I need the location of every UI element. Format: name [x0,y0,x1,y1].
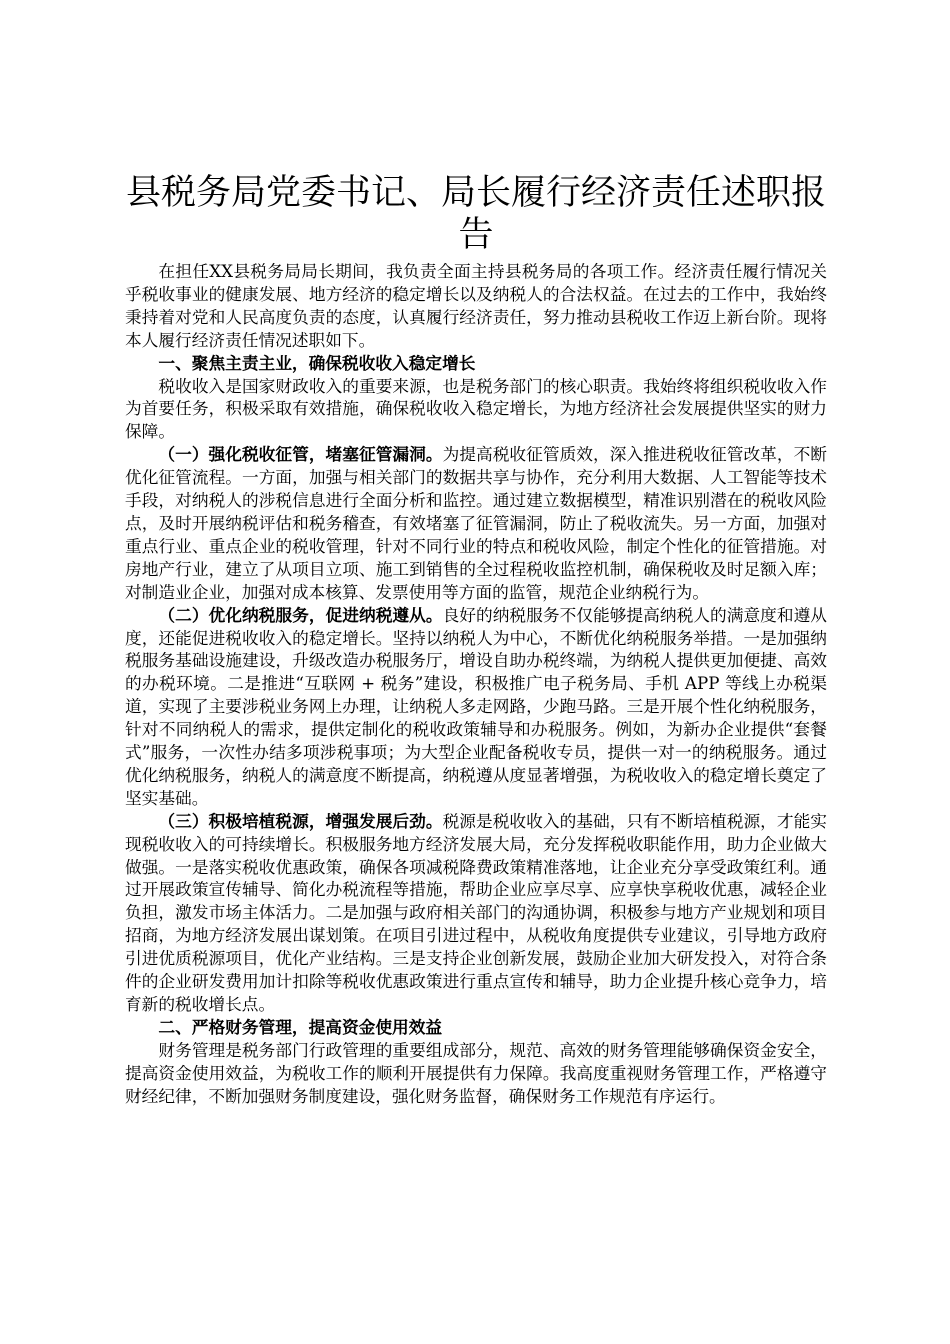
subsection-2-paragraph [125,604,827,810]
subsection-3-text: 税源是税收收入的基础，只有不断培植税源，才能实现税收收入的可持续增长。积极服务地方经济发展大局，充分发挥税收职能作用，助力企业做大做强。一是落实税收优惠政策，确保各项减税降费政策精准落地，让企业充分享受政策红利。通过开展政策宣传辅导、简化办税流程等措施，帮助企业应享尽享、应享快享税收优惠，减轻企业负担，激发市场主体活力。二是加强与政府相关部门的沟通协调，积极参与地方产业规划和项目招商，为地方经济发展出谋划策。在项目引进过程中，从税收角度提供专业建议，引导地方政府引进优质税源项目，优化产业结构。三是支持企业创新发展，鼓励企业加大研发投入，对符合条件的企业研发费用加计扣除等税收优惠政策进行重点宣传和辅导，助力企业提升核心竞争力，培育新的税收增长点。 [125,810,827,1014]
subsection-1-paragraph [125,443,827,603]
subsection-2-text: 良好的纳税服务不仅能够提高纳税人的满意度和遵从度，还能促进税收收入的稳定增长。坚持以纳税人为中心，不断优化纳税服务举措。一是加强纳税服务基础设施建设，升级改造办税服务厅，增设自助办税终端，为纳税人提供更加便捷、高效的办税环境。二是推进“互联网 + 税务”建设，积极推广电子税务局、手机 APP 等线上办税渠道，实现了主要涉税业务网上办理，让纳税人多走网路，少跑马路。三是开展个性化纳税服务，针对不同纳税人的需求，提供定制化的税收政策辅导和办税服务。例如，为新办企业提供“套餐式”服务，一次性办结多项涉税事项；为大型企业配备税收专员，提供一对一的纳税服务。通过优化纳税服务，纳税人的满意度不断提高，纳税遵从度显著增强，为税收收入的稳定增长奠定了坚实基础。 [125,604,827,808]
subsection-2-lead: （二）优化纳税服务，促进纳税遵从。 [158,604,443,625]
document-title: 县税务局党委书记、局长履行经济责任述职报告 [125,173,826,255]
subsection-1-text: 为提高税收征管质效，深入推进税收征管改革，不断优化征管流程。一方面，加强与相关部门的数据共享与协作，充分利用大数据、人工智能等技术手段，对纳税人的涉税信息进行全面分析和监控。通过建立数据模型，精准识别潜在的税收风险点，及时开展纳税评估和税务稽查，有效堵塞了征管漏洞，防止了税收流失。另一方面，加强对重点行业、重点企业的税收管理，针对不同行业的特点和税收风险，制定个性化的征管措施。对房地产行业，建立了从项目立项、施工到销售的全过程税收监控机制，确保税收及时足额入库；对制造业企业，加强对成本核算、发票使用等方面的监管，规范企业纳税行为。 [125,444,827,602]
subsection-1-lead: （一）强化税收征管，堵塞征管漏洞。 [158,444,443,465]
subsection-3-paragraph [125,810,827,1016]
document-page [125,172,827,1108]
section-1-heading: 一、聚焦主责主业，确保税收收入稳定增长 [158,352,476,373]
section-2-paragraph: 财务管理是税务部门行政管理的重要组成部分，规范、高效的财务管理能够确保资金安全，提高资金使用效益，为税收工作的顺利开展提供有力保障。我高度重视财务管理工作，严格遵守财经纪律，不断加强财务制度建设，强化财务监督，确保财务工作规范有序运行。 [125,1039,827,1106]
subsection-3-lead: （三）积极培植税源，增强发展后劲。 [158,810,443,831]
intro-paragraph: 在担任XX县税务局局长期间，我负责全面主持县税务局的各项工作。经济责任履行情况关乎税收事业的健康发展、地方经济的稳定增长以及纳税人的合法权益。在过去的工作中，我始终秉持着对党和人民高度负责的态度，认真履行经济责任，努力推动县税收工作迈上新台阶。现将本人履行经济责任情况述职如下。 [125,261,827,350]
section-2-heading: 二、严格财务管理，提高资金使用效益 [158,1016,443,1037]
section-1-paragraph: 税收收入是国家财政收入的重要来源，也是税务部门的核心职责。我始终将组织税收收入作为首要任务，积极采取有效措施，确保税收收入稳定增长，为地方经济社会发展提供坚实的财力保障。 [125,375,827,442]
document-body [125,260,827,1108]
